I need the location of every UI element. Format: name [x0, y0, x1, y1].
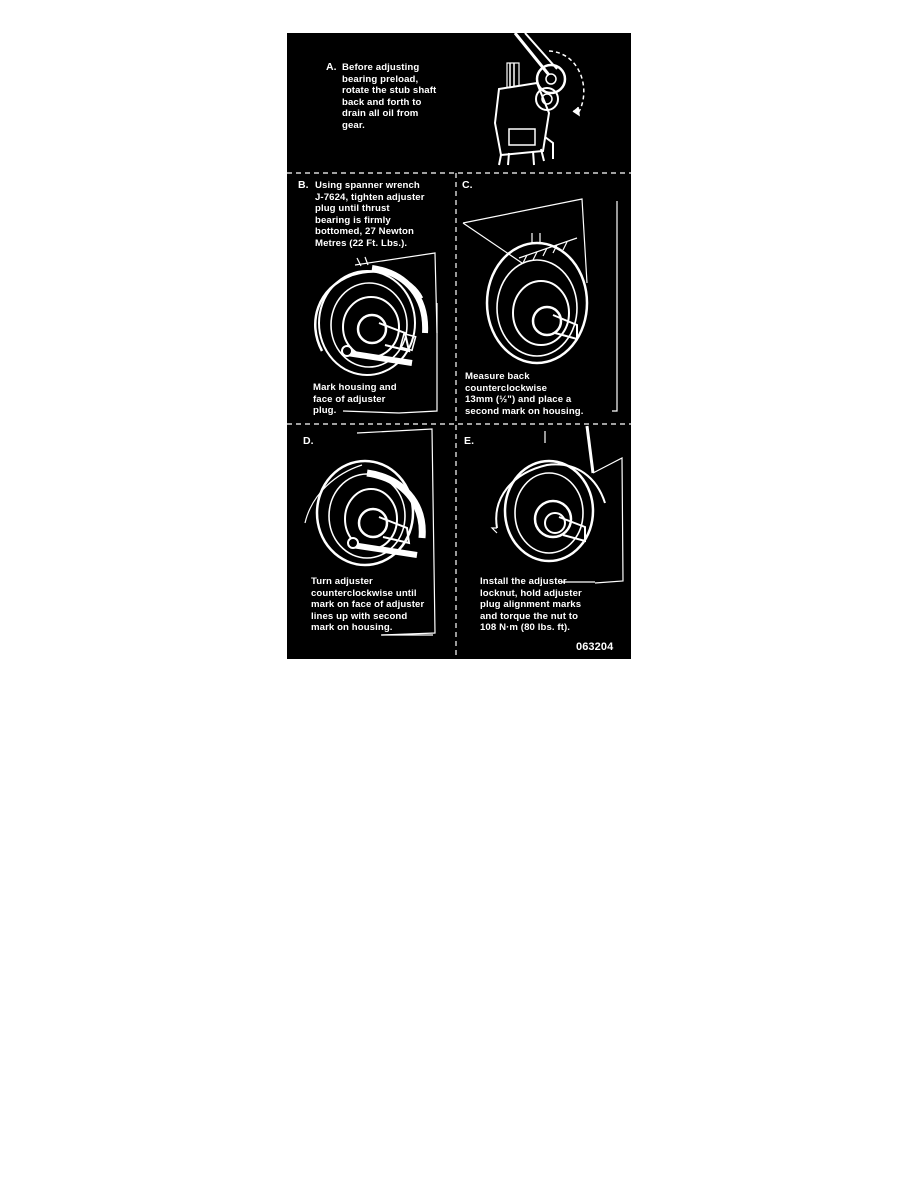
- step-d-letter: D.: [303, 435, 314, 447]
- step-c-letter: C.: [462, 179, 473, 191]
- step-c-caption: Measure back counterclockwise 13mm (½") and place a second mark on housing.: [465, 371, 584, 417]
- step-e-letter: E.: [464, 435, 475, 447]
- figure-code: 063204: [576, 641, 614, 653]
- steering-gear-adjustment-figure: [287, 33, 631, 659]
- step-a-text: Before adjusting bearing preload, rotate the stub shaft back and forth to drain all oil from gear.: [342, 62, 437, 131]
- step-b-letter: B.: [298, 179, 309, 191]
- step-e-caption: Install the adjuster locknut, hold adjuster plug alignment marks and torque the nut to 108 N·m (80 lbs. ft).: [480, 576, 582, 634]
- step-b-caption: Mark housing and face of adjuster plug.: [313, 382, 397, 417]
- step-d-caption: Turn adjuster counterclockwise until mark on face of adjuster lines up with second mark on housing.: [311, 576, 425, 634]
- step-a-letter: A.: [326, 61, 337, 73]
- locknut-torque-illustration: [492, 426, 623, 583]
- illustration-artwork: [287, 33, 631, 659]
- step-b-text: Using spanner wrench J-7624, tighten adjuster plug until thrust bearing is firmly bottomed, 27 Newton Metres (22 Ft. Lbs.).: [315, 180, 425, 249]
- gear-with-wrench-illustration: [495, 33, 584, 165]
